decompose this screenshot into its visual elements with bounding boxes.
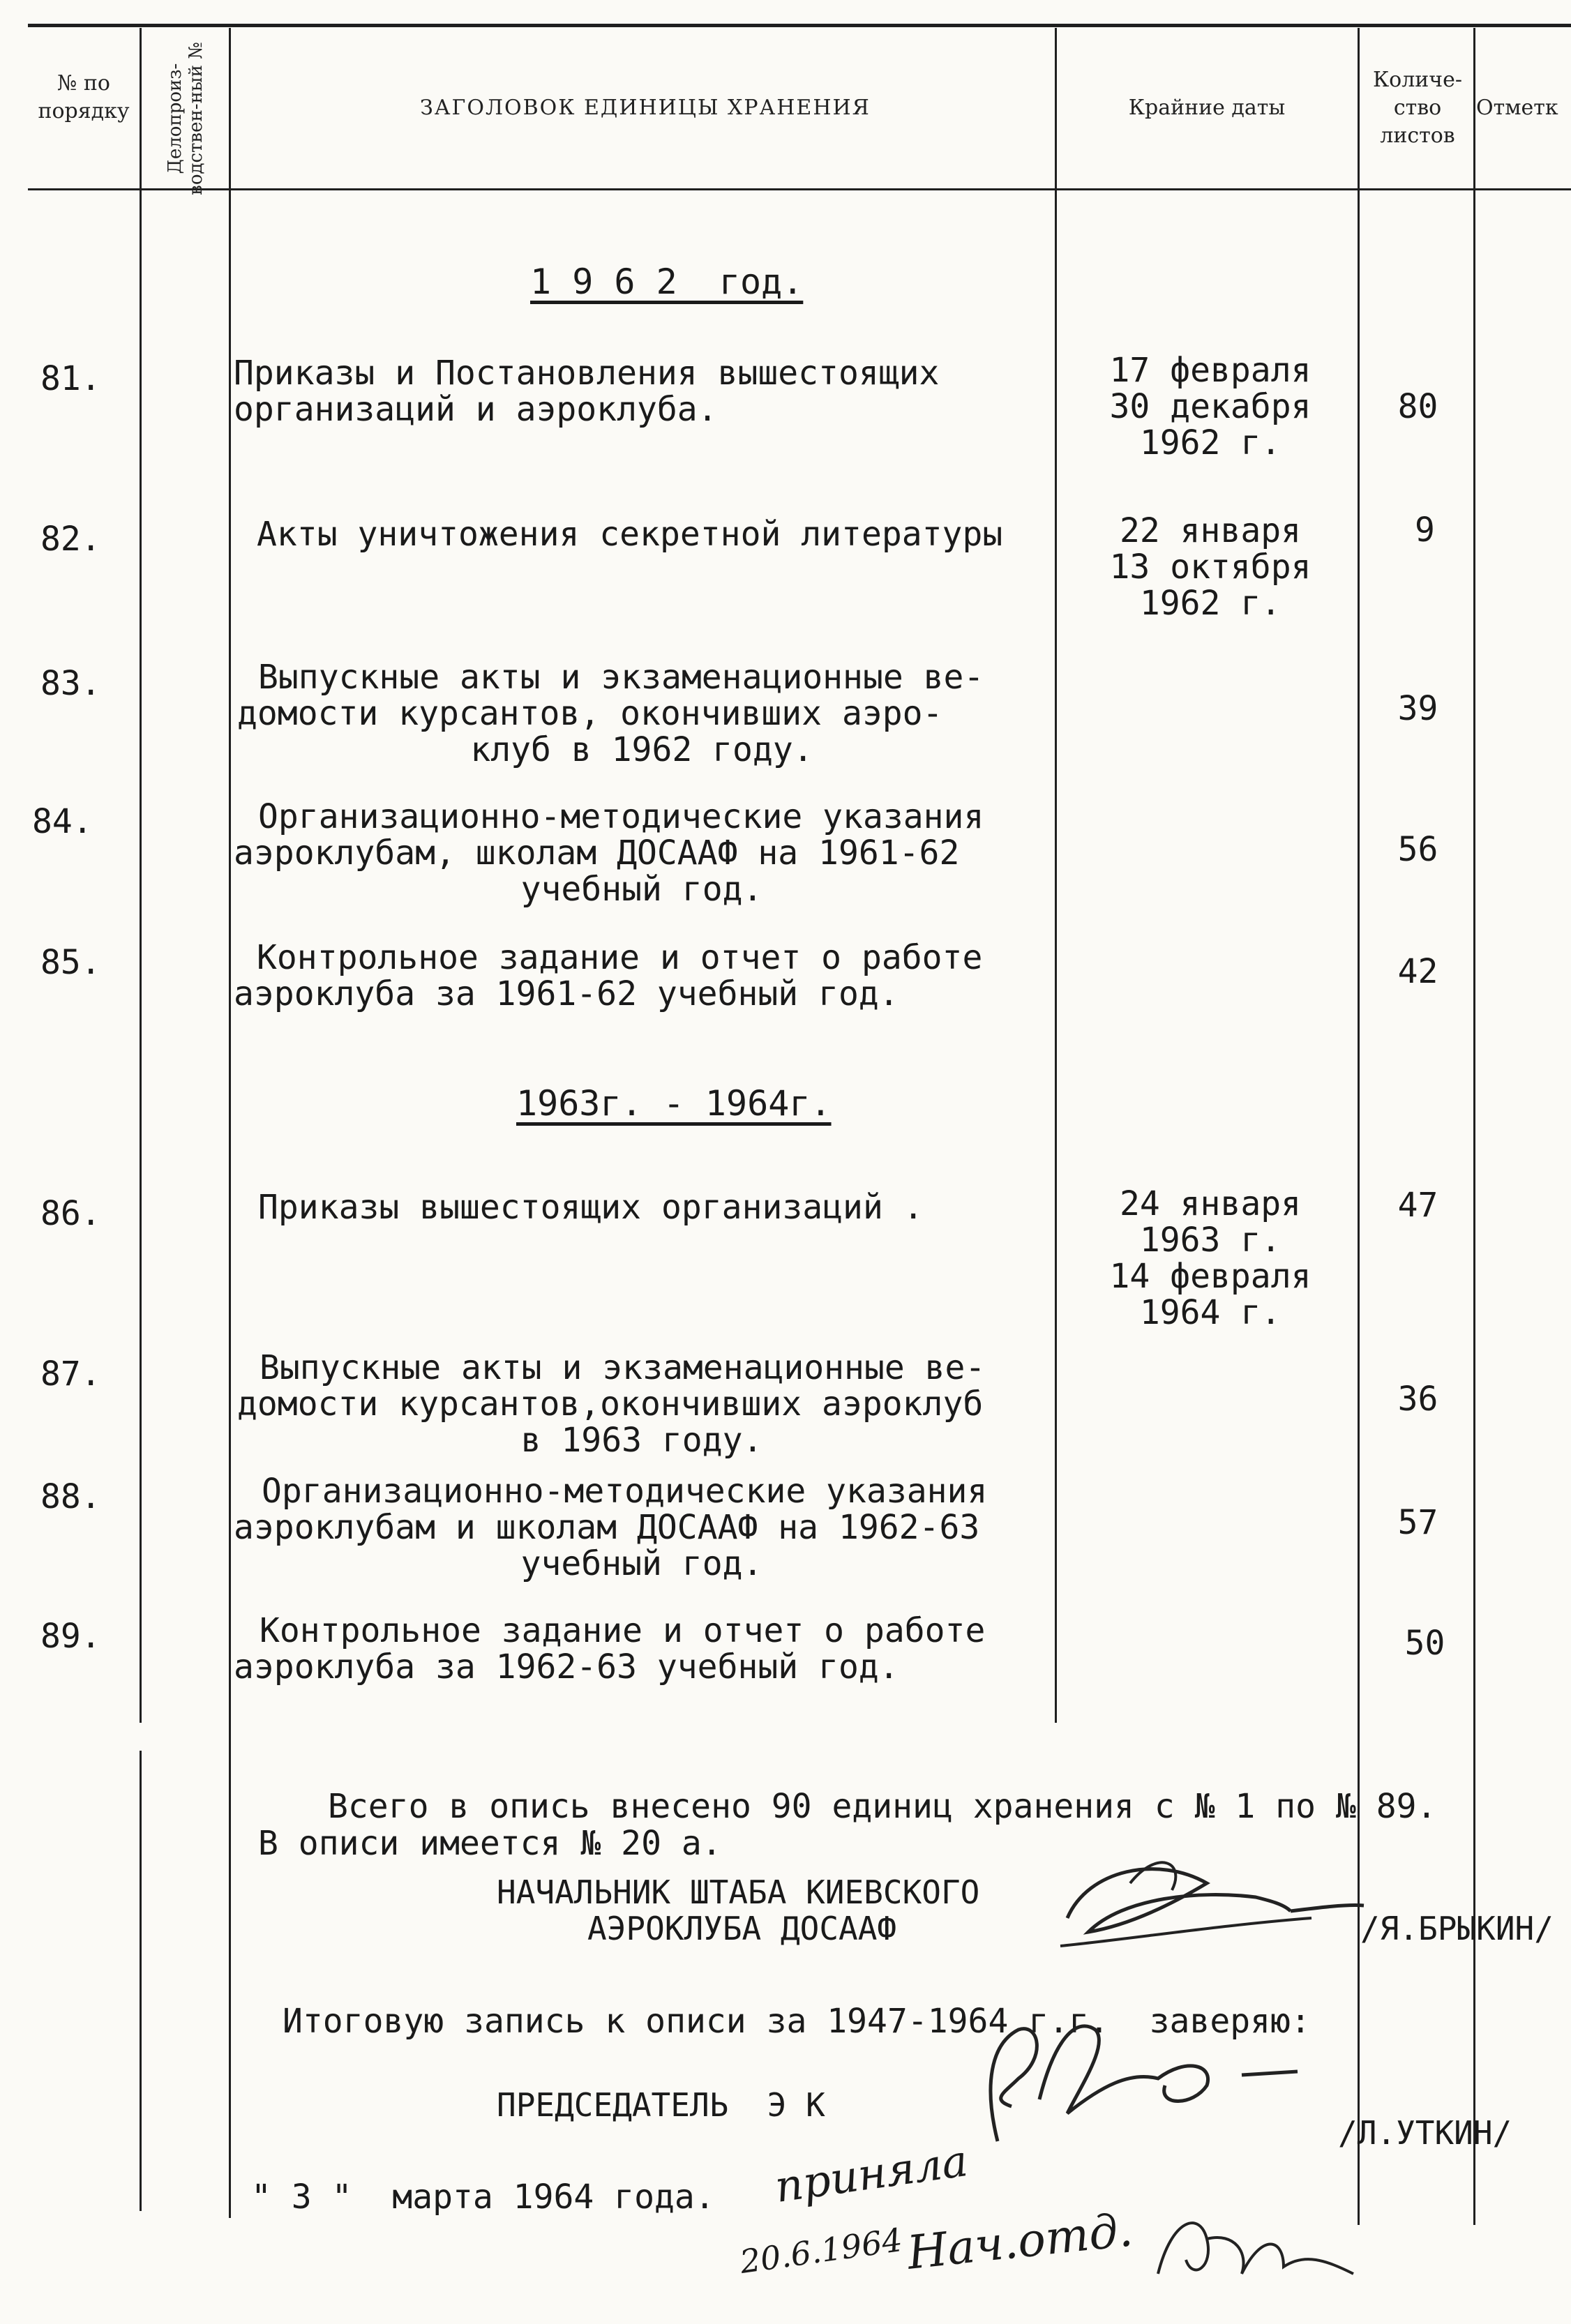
row-title-line: Приказы и Постановления вышестоящих [234,354,940,393]
col-line-2 [229,28,231,2218]
row-sheets: 57 [1397,1503,1438,1542]
date-line: 1962 г. [1139,423,1281,462]
row-title-line: Контрольное задание и отчет о работе [260,1611,986,1650]
row-sheets: 80 [1397,387,1438,426]
row-number: 81. [40,359,101,398]
row-title-line: аэроклуба за 1962-63 учебный год. [234,1647,899,1687]
row-number: 87. [40,1355,101,1394]
date-line: 1963 г. [1139,1221,1281,1260]
row-title-line: Акты уничтожения секретной литературы [257,515,1003,554]
signature-brykin [1046,1841,1367,1981]
date-line: 1962 г. [1139,584,1281,623]
row-sheets: 39 [1397,689,1438,728]
row-number: 85. [40,943,101,982]
header-col-title: ЗАГОЛОВОК ЕДИНИЦЫ ХРАНЕНИЯ [420,96,871,120]
row-title-line: домости курсантов,окончивших аэроклуб [237,1384,984,1424]
row-sheets: 50 [1404,1624,1445,1663]
chairman-name: /Л.УТКИН/ [1338,2114,1512,2152]
chief-name: /Я.БРЫКИН/ [1360,1910,1554,1947]
row-title-line: Организационно-методические указания [262,1472,988,1511]
header-bottom-border [28,188,1571,190]
certify-line: Итоговую запись к описи за 1947-1964 г.г. заверяю: [283,2002,1311,2041]
chief-title-line-1: НАЧАЛЬНИК ШТАБА КИЕВСКОГО [497,1873,980,1911]
row-title-line: Организационно-методические указания [258,797,984,836]
row-sheets: 42 [1397,952,1438,991]
extra-unit-line: В описи имеется № 20 а. [258,1824,722,1863]
date-line: 30 декабря [1109,387,1311,426]
date-line: 1964 г. [1139,1293,1281,1332]
row-sheets: 9 [1415,511,1435,550]
footer-divider-left [140,1751,142,2211]
header-col-office-no [144,42,226,195]
row-dates [1060,513,1360,621]
col-line-1 [140,28,142,1723]
year-heading-1962: 1 9 6 2 год. [530,262,804,302]
header-col-sheets: Количе-ство листов [1372,68,1463,148]
date-line: 13 октября [1109,548,1311,587]
row-number: 84. [32,802,93,841]
row-title-line: клуб в 1962 году. [470,730,813,769]
row-title-line: аэроклубам и школам ДОСААФ на 1962-63 [234,1508,980,1547]
row-title-line: аэроклуба за 1961-62 учебный год. [234,974,899,1013]
date-line: 14 февраля [1109,1257,1311,1296]
row-title-line: Контрольное задание и отчет о работе [257,938,983,977]
row-sheets: 47 [1397,1186,1438,1225]
row-dates [1060,352,1360,461]
row-title-line: в 1963 году. [520,1421,763,1460]
row-title-line: учебный год. [520,1544,763,1583]
row-title-line: учебный год. [520,870,763,909]
header-col-office-no-text: Делопроиз-водствен-ный № [165,42,206,195]
row-sheets: 36 [1397,1380,1438,1419]
col-line-3 [1055,28,1057,1723]
header-col-notes: Отметк [1476,96,1558,120]
header-col-dates: Крайние даты [1128,96,1286,120]
row-sheets: 56 [1397,830,1438,869]
hand-note-date: 20.6.1964 [737,2220,905,2281]
acceptance-signature [1144,2190,1367,2302]
hand-note-dept: Нач.отд. [904,2203,1136,2280]
row-title-line: Приказы вышестоящих организаций . [258,1188,924,1227]
row-number: 89. [40,1617,101,1656]
row-number: 86. [40,1194,101,1233]
hand-note-accepted: приняла [772,2135,971,2212]
date-line-footer: " 3 " марта 1964 года. [251,2178,715,2217]
row-dates [1060,1186,1360,1331]
date-line: 24 января [1119,1184,1302,1223]
header-col-no: № по порядку [38,71,130,123]
chairman-title: ПРЕДСЕДАТЕЛЬ Э К [497,2086,825,2124]
date-line: 22 января [1119,511,1302,550]
top-border [28,24,1571,27]
date-line: 17 февраля [1109,351,1311,390]
row-title-line: Выпускные акты и экзаменационные ве- [258,658,984,697]
chief-title-line-2: АЭРОКЛУБА ДОСААФ [587,1910,897,1947]
row-number: 88. [40,1477,101,1516]
row-title-line: аэроклубам, школам ДОСААФ на 1961-62 [234,833,960,873]
row-title-line: организаций и аэроклуба. [234,390,718,429]
row-number: 83. [40,664,101,703]
row-number: 82. [40,520,101,559]
year-heading-1963-1964: 1963г. - 1964г. [516,1083,832,1124]
total-units-line: Всего в опись внесено 90 единиц хранения с № 1 по № 89. [328,1787,1437,1826]
col-line-5 [1473,28,1475,2225]
row-title-line: домости курсантов, окончивших аэро- [237,694,943,733]
row-title-line: Выпускные акты и экзаменационные ве- [260,1348,986,1387]
